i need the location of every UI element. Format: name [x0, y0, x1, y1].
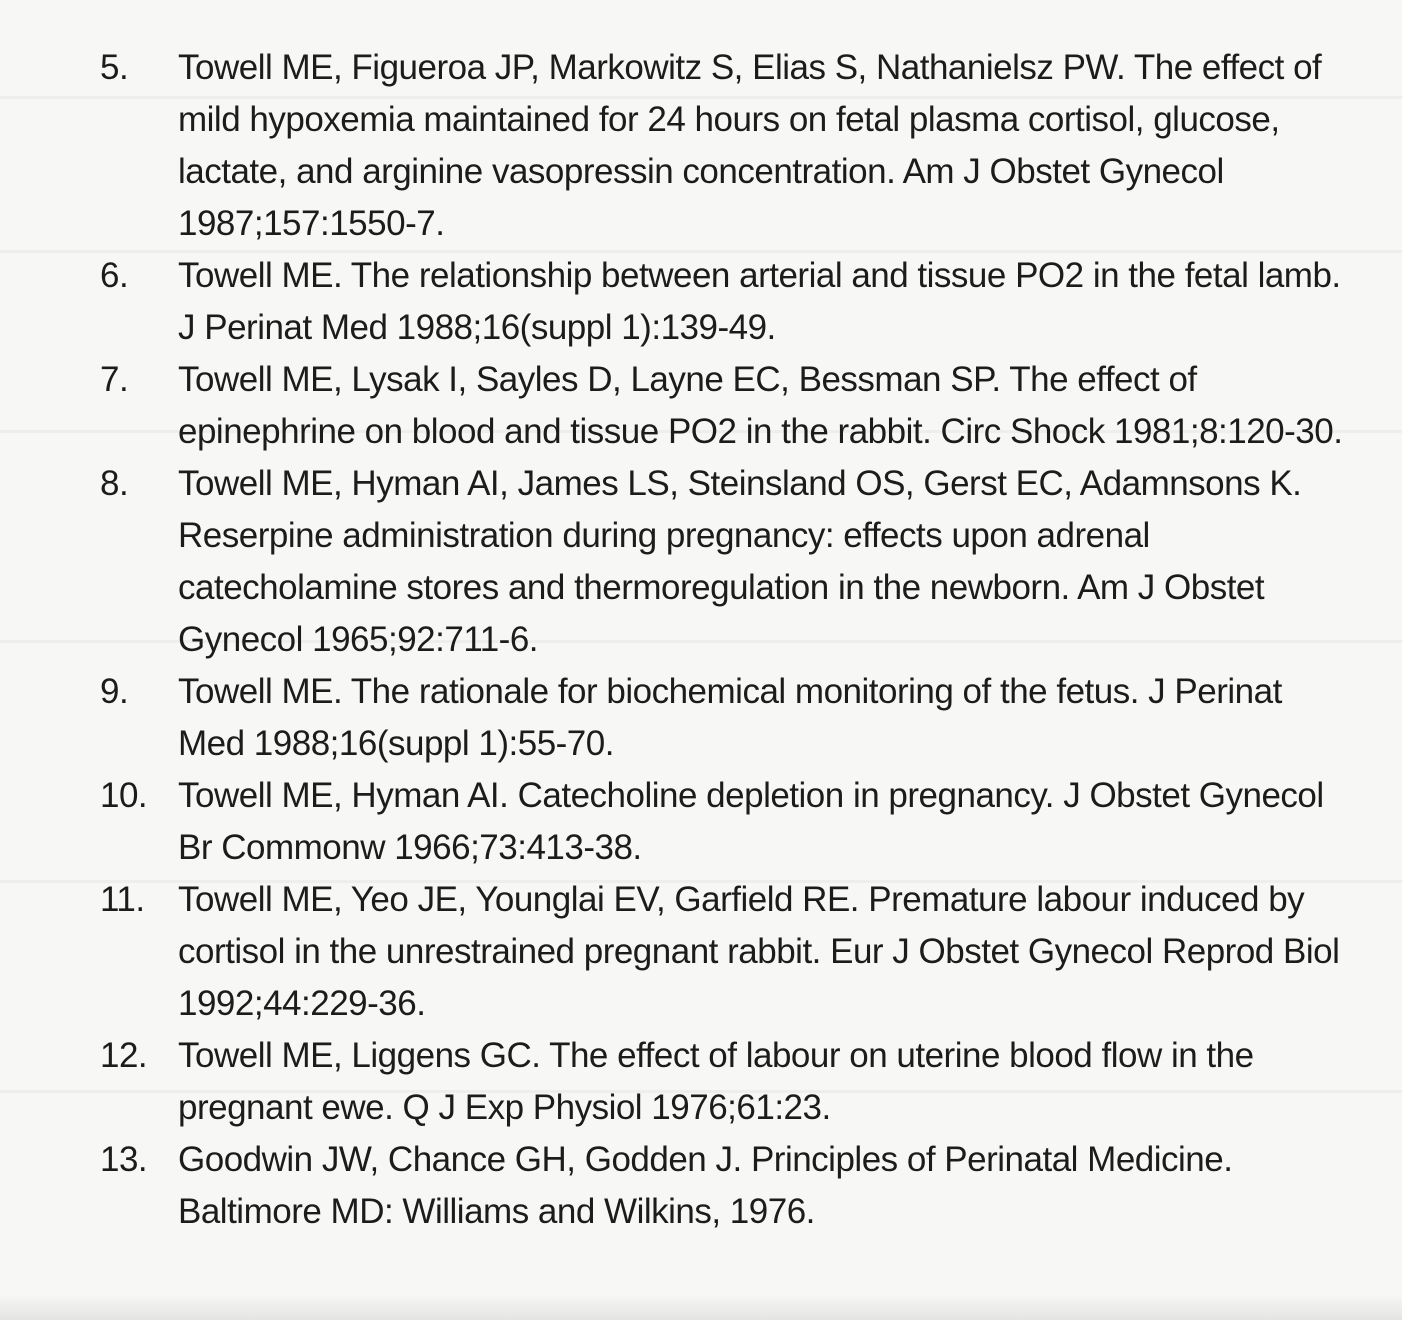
- reference-text: Towell ME, Lysak I, Sayles D, Layne EC, Bessman SP. The effect of epinephrine on blood and tissue PO2 in the rabbit. Circ Shock 1981;8:120-30.: [178, 360, 1343, 451]
- reference-text: Towell ME, Hyman AI, James LS, Steinsland OS, Gerst EC, Adamnsons K. Reserpine administration during pregnancy: effects upon adrenal catecholamine stores and thermoregulation in the newborn. Am J Obstet Gynecol 1965;92:711-6.: [178, 464, 1302, 659]
- reference-item: [100, 770, 1350, 874]
- reference-item: [100, 42, 1350, 250]
- reference-text: Towell ME, Yeo JE, Younglai EV, Garfield RE. Premature labour induced by cortisol in the unrestrained pregnant rabbit. Eur J Obstet Gynecol Reprod Biol 1992;44:229-36.: [178, 880, 1340, 1023]
- reference-item: [100, 1134, 1350, 1238]
- reference-text: Towell ME. The relationship between arterial and tissue PO2 in the fetal lamb. J Perinat Med 1988;16(suppl 1):139-49.: [178, 256, 1341, 347]
- reference-number: 6.: [100, 256, 129, 295]
- reference-item: [100, 250, 1350, 354]
- reference-text: Towell ME, Figueroa JP, Markowitz S, Elias S, Nathanielsz PW. The effect of mild hypoxemia maintained for 24 hours on fetal plasma cortisol, glucose, lactate, and arginine vasopressin concentration. Am J Obstet Gynecol 1987;157:1550-7.: [178, 48, 1322, 243]
- reference-number: 5.: [100, 48, 129, 87]
- reference-text: Towell ME, Liggens GC. The effect of labour on uterine blood flow in the pregnant ewe. Q J Exp Physiol 1976;61:23.: [178, 1036, 1254, 1127]
- reference-text: Towell ME, Hyman AI. Catecholine depletion in pregnancy. J Obstet Gynecol Br Commonw 1966;73:413-38.: [178, 776, 1324, 867]
- reference-item: [100, 1030, 1350, 1134]
- reference-number: 13.: [100, 1140, 148, 1179]
- reference-item: [100, 458, 1350, 666]
- reference-number: 8.: [100, 464, 129, 503]
- reference-number: 10.: [100, 776, 148, 815]
- reference-text: Goodwin JW, Chance GH, Godden J. Principles of Perinatal Medicine. Baltimore MD: Williams and Wilkins, 1976.: [178, 1140, 1233, 1231]
- reference-number: 9.: [100, 672, 129, 711]
- reference-number: 11.: [100, 880, 145, 919]
- reference-item: [100, 666, 1350, 770]
- reference-number: 12.: [100, 1036, 148, 1075]
- reference-text: Towell ME. The rationale for biochemical monitoring of the fetus. J Perinat Med 1988;16(suppl 1):55-70.: [178, 672, 1282, 763]
- reference-number: 7.: [100, 360, 129, 399]
- reference-item: [100, 354, 1350, 458]
- page-bottom-edge: [0, 1294, 1402, 1320]
- reference-item: [100, 874, 1350, 1030]
- reference-list: [100, 42, 1350, 1238]
